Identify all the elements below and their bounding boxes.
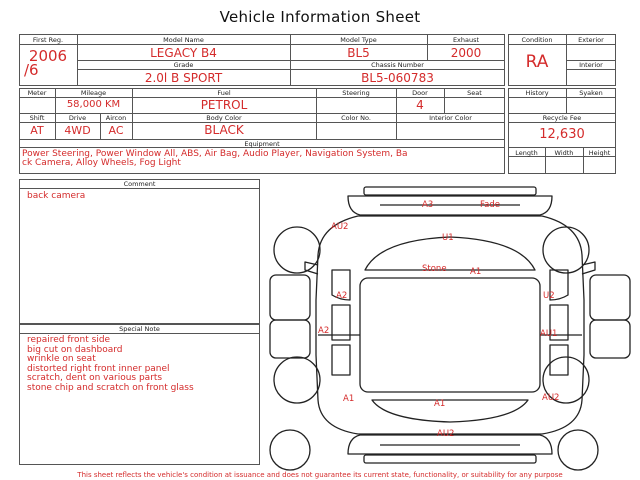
equipment-line-2: ck Camera, Alloy Wheels, Fog Light [22, 158, 181, 168]
body-color-label: Body Color [206, 114, 242, 122]
aircon-value: AC [108, 124, 124, 137]
seat-label: Seat [467, 89, 482, 97]
model-name-value: LEGACY B4 [150, 45, 217, 60]
chassis-value: BL5-060783 [361, 70, 434, 85]
syaken-label: Syaken [579, 89, 603, 97]
recycle-fee-value: 12,630 [539, 127, 585, 142]
model-type-label: Model Type [340, 35, 377, 44]
mileage-label: Mileage [80, 89, 107, 97]
mark-au1: AU1 [540, 329, 558, 339]
condition-label: Condition [521, 35, 553, 44]
first-reg-year: 2006 [28, 47, 68, 65]
aircon-label: Aircon [105, 114, 127, 122]
comment-label: Comment [123, 180, 156, 188]
mark-a1-bottom-center: A1 [434, 399, 446, 409]
drive-value: 4WD [64, 124, 91, 137]
model-type-value: BL5 [347, 45, 370, 60]
mark-a2-left-lower: A2 [318, 326, 330, 336]
shift-value: AT [30, 124, 44, 137]
grade-label: Grade [173, 61, 194, 69]
length-label: Length [515, 149, 538, 157]
grade-value: 2.0l B SPORT [144, 70, 223, 85]
shift-label: Shift [29, 114, 45, 122]
special-note-line: stone chip and scratch on front glass [27, 382, 194, 393]
mark-au2-top: AU2 [331, 222, 349, 232]
exhaust-label: Exhaust [452, 35, 480, 44]
mark-au2-bottom: AU2 [437, 429, 455, 439]
equipment-line-1: Power Steering, Power Window All, ABS, Air Bag, Audio Player, Navigation System, Ba [22, 149, 408, 159]
door-label: Door [412, 89, 428, 97]
special-note-label: Special Note [119, 325, 160, 333]
equipment-label: Equipment [244, 140, 280, 148]
fuel-value: PETROL [200, 98, 248, 112]
exhaust-value: 2000 [450, 45, 482, 60]
interior-label: Interior [579, 61, 603, 69]
drive-label: Drive [68, 114, 87, 122]
special-note-line: wrinkle on seat [27, 354, 96, 365]
chassis-label: Chassis Number [371, 61, 424, 69]
special-note-line: scratch, dent on various parts [27, 373, 163, 384]
special-note-line: repaired front side [27, 335, 111, 345]
first-reg-month: /6 [24, 61, 39, 79]
comment-text: back camera [27, 191, 86, 201]
fuel-label: Fuel [217, 89, 231, 97]
history-label: History [525, 89, 549, 97]
special-note-line: big cut on dashboard [27, 344, 123, 355]
mark-stone: Stone [422, 264, 447, 274]
mark-fade: Fade [480, 200, 500, 210]
model-name-label: Model Name [163, 35, 204, 44]
mileage-value: 58,000 KM [66, 99, 121, 110]
mark-u1: U1 [442, 233, 454, 243]
first-reg-label: First Reg. [32, 35, 64, 44]
door-value: 4 [416, 98, 424, 112]
height-label: Height [588, 149, 611, 157]
footer-disclaimer: This sheet reflects the vehicle's condition at issuance and does not guarantee its current state, functionality, or suitability for any purpose [77, 471, 563, 479]
condition-grade: RA [525, 52, 549, 72]
mark-a1-left-bottom: A1 [343, 394, 355, 404]
body-color-value: BLACK [204, 123, 244, 137]
mark-au2-right-bottom: AU2 [542, 393, 560, 403]
color-no-label: Color No. [341, 114, 371, 122]
sheet-title: Vehicle Information Sheet [219, 8, 421, 26]
meter-label: Meter [27, 89, 47, 97]
mark-u2: U2 [543, 291, 555, 301]
mark-a3: A3 [422, 200, 434, 210]
special-note-line: distorted right front inner panel [27, 363, 170, 374]
steering-label: Steering [342, 89, 370, 97]
exterior-label: Exterior [578, 35, 604, 44]
width-label: Width [554, 149, 574, 157]
mark-a2-left-upper: A2 [336, 291, 348, 301]
interior-color-label: Interior Color [429, 114, 472, 122]
recycle-fee-label: Recycle Fee [542, 114, 582, 122]
mark-a1-center: A1 [470, 267, 482, 277]
